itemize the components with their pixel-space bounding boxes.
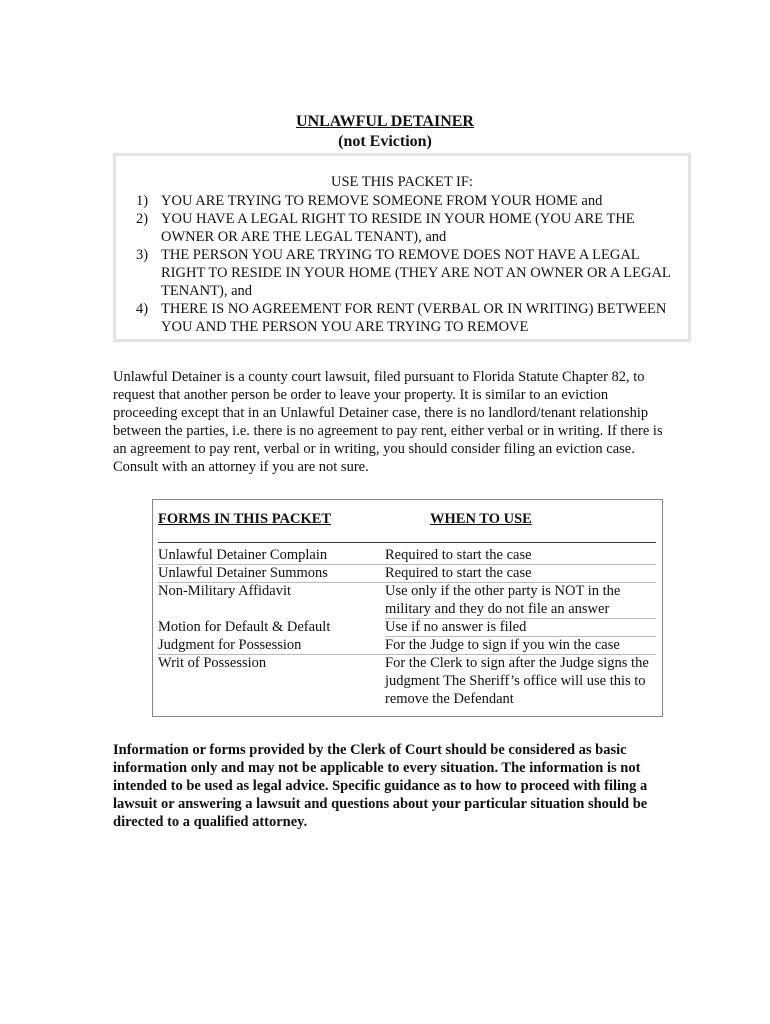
- list-item: [136, 210, 676, 246]
- item-number: 2): [136, 211, 149, 227]
- item-text: THERE IS NO AGREEMENT FOR RENT (VERBAL OR IN WRITING) BETWEEN YOU AND THE PERSON YOU ARE TRYING TO REMOVE: [161, 301, 667, 335]
- table-cell-form: Non-Military Affidavit: [158, 583, 292, 599]
- table-cell-when: Required to start the case: [385, 565, 532, 581]
- notice-heading: USE THIS PACKET IF:: [331, 174, 473, 190]
- forms-column-header: FORMS IN THIS PACKET: [158, 511, 332, 527]
- intro-paragraph: Unlawful Detainer is a county court lawsuit, filed pursuant to Florida Statute Chapter 82, to request that another person be order to leave your property. It is similar to an eviction proceeding except that in an Unlawful Detainer case, there is no landlord/tenant relationship between the parties, i.e. there is no agreement to pay rent, either verbal or in writing. If there is an agreement to pay rent, verbal or in writing, you should consider filing an eviction case. Consult with an attorney if you are not sure.: [113, 369, 663, 475]
- list-item: [136, 192, 676, 210]
- table-cell-when: For the Judge to sign if you win the case: [385, 637, 620, 653]
- table-cell-form: Unlawful Detainer Complain: [158, 547, 328, 563]
- item-number: 3): [136, 247, 149, 263]
- table-left-border: [152, 500, 153, 716]
- header-divider: [158, 542, 656, 543]
- table-cell-when: For the Clerk to sign after the Judge signs the judgment The Sheriff’s office will use this to remove the Defendant: [385, 655, 649, 707]
- table-cell-form: Judgment for Possession: [158, 637, 302, 653]
- table-cell-form: Motion for Default & Default: [158, 619, 331, 635]
- item-text: YOU ARE TRYING TO REMOVE SOMEONE FROM YOUR HOME and: [161, 193, 603, 209]
- table-cell-when: Use if no answer is filed: [385, 619, 527, 635]
- item-text: YOU HAVE A LEGAL RIGHT TO RESIDE IN YOUR HOME (YOU ARE THE OWNER OR ARE THE LEGAL TENANT), and: [161, 211, 635, 245]
- item-text: THE PERSON YOU ARE TRYING TO REMOVE DOES NOT HAVE A LEGAL RIGHT TO RESIDE IN YOUR HOME (THEY ARE NOT AN OWNER OR A LEGAL TENANT), and: [161, 247, 671, 299]
- forms-table: [152, 499, 663, 717]
- list-item: [136, 246, 676, 300]
- table-cell-when: Use only if the other party is NOT in the military and they do not file an answer: [385, 583, 621, 617]
- item-number: 1): [136, 193, 149, 209]
- item-number: 4): [136, 301, 149, 317]
- when-column-header: WHEN TO USE: [430, 511, 532, 527]
- table-cell-when: Required to start the case: [385, 547, 532, 563]
- table-cell-form: Unlawful Detainer Summons: [158, 565, 328, 581]
- list-item: [136, 300, 676, 336]
- page-title: UNLAWFUL DETAINER: [296, 113, 474, 130]
- table-cell-form: Writ of Possession: [158, 655, 267, 671]
- criteria-list: [136, 192, 676, 336]
- page-subtitle: (not Eviction): [338, 133, 432, 150]
- usage-notice-box: [113, 153, 691, 342]
- legal-disclaimer: Information or forms provided by the Clerk of Court should be considered as basic information only and may not be applicable to every situation. The information is not intended to be used as legal advice. Specific guidance as to how to proceed with filing a lawsuit or answering a lawsuit and questions about your particular situation should be directed to a qualified attorney.: [113, 742, 648, 830]
